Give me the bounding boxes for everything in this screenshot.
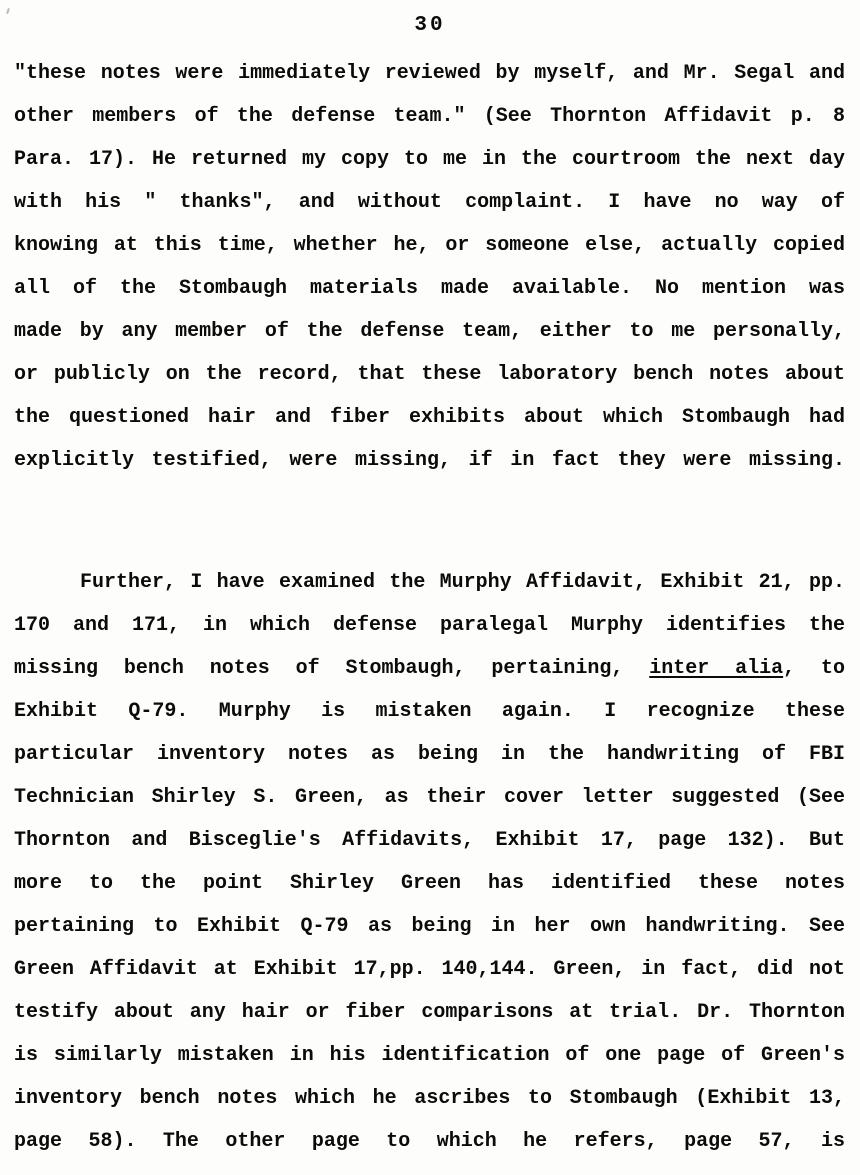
text-line: particular inventory notes as being in the handwriting of FBI xyxy=(14,743,845,766)
text-line: Exhibit Q-79. Murphy is mistaken again. I recognize these xyxy=(14,700,845,723)
text-line: "these notes were immediately reviewed by myself, and Mr. Segal and xyxy=(14,62,845,85)
text-line: the questioned hair and fiber exhibits about which Stombaugh had xyxy=(14,406,845,429)
text-line: or publicly on the record, that these laboratory bench notes about xyxy=(14,363,845,386)
paragraph xyxy=(14,561,845,1163)
paragraph xyxy=(14,52,845,482)
text-line: Para. 17). He returned my copy to me in the courtroom the next day xyxy=(14,148,845,171)
page-number: 30 xyxy=(414,14,446,37)
text-line: with his " thanks", and without complaint. I have no way of xyxy=(14,191,845,214)
text-line: made by any member of the defense team, either to me personally, xyxy=(14,320,845,343)
text-line: Further, I have examined the Murphy Affidavit, Exhibit 21, pp. xyxy=(80,571,845,594)
text-line: inventory bench notes which he ascribes to Stombaugh (Exhibit 13, xyxy=(14,1087,845,1110)
text-line: Green Affidavit at Exhibit 17,pp. 140,144. Green, in fact, did not xyxy=(14,958,845,981)
document-body xyxy=(14,52,845,1163)
text-line: missing bench notes of Stombaugh, pertaining, inter alia, to xyxy=(14,657,845,680)
text-line: explicitly testified, were missing, if in fact they were missing. xyxy=(14,449,845,472)
text-line: page 58). The other page to which he refers, page 57, is xyxy=(14,1130,845,1153)
text-line: 170 and 171, in which defense paralegal Murphy identifies the xyxy=(14,614,845,637)
text-line: testify about any hair or fiber comparisons at trial. Dr. Thornton xyxy=(14,1001,845,1024)
text-line: knowing at this time, whether he, or someone else, actually copied xyxy=(14,234,845,257)
text-line: all of the Stombaugh materials made available. No mention was xyxy=(14,277,845,300)
text-line: is similarly mistaken in his identification of one page of Green's xyxy=(14,1044,845,1067)
text-line: Thornton and Bisceglie's Affidavits, Exhibit 17, page 132). But xyxy=(14,829,845,852)
underlined-phrase: inter alia xyxy=(649,657,784,680)
text-line: Technician Shirley S. Green, as their cover letter suggested (See xyxy=(14,786,845,809)
text-line: more to the point Shirley Green has identified these notes xyxy=(14,872,845,895)
text-line: other members of the defense team." (See Thornton Affidavit p. 8 xyxy=(14,105,845,128)
text-line: pertaining to Exhibit Q-79 as being in her own handwriting. See xyxy=(14,915,845,938)
